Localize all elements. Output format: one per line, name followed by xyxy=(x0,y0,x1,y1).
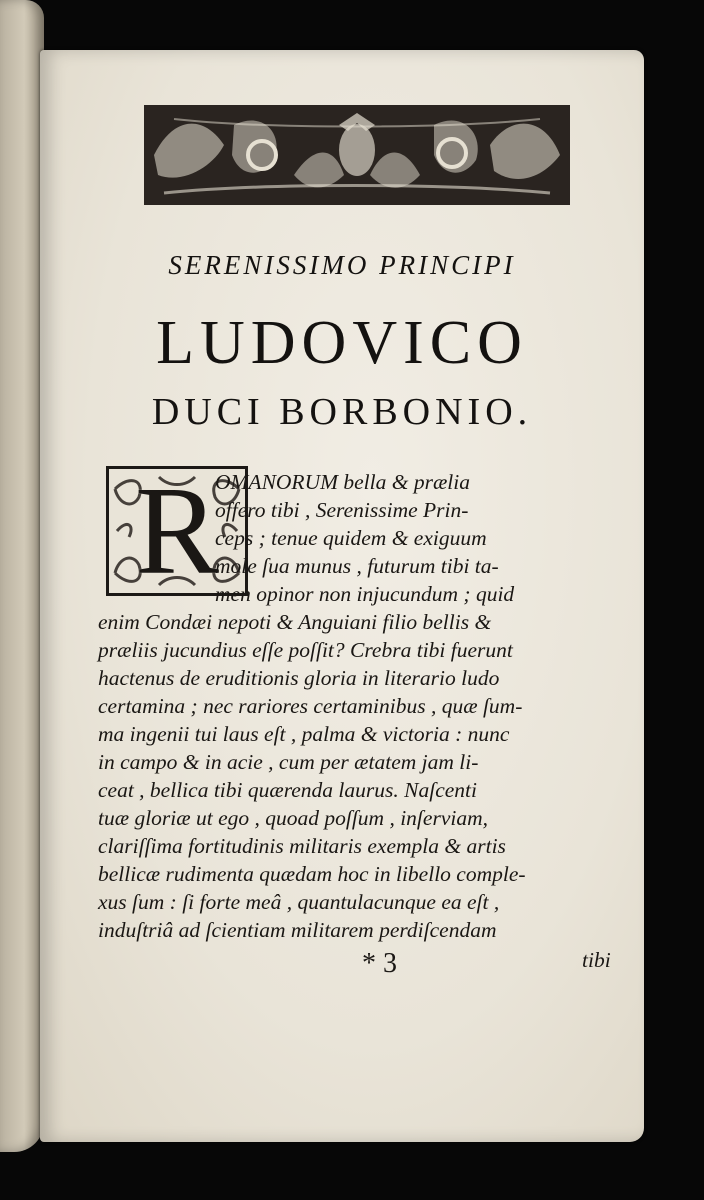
text-line: hactenus de eruditionis gloria in literario ludo xyxy=(98,666,500,690)
text-line: clariſſima fortitudinis militaris exempla & artis xyxy=(98,834,506,858)
text-line: enim Condæi nepoti & Anguiani filio bellis & xyxy=(98,610,492,634)
text-line: ceps ; tenue quidem & exiguum xyxy=(215,526,487,550)
signature-mark: * 3 xyxy=(362,948,397,979)
drop-cap-letter: R xyxy=(134,466,220,596)
text-line: mole ſua munus , futurum tibi ta- xyxy=(215,554,499,578)
text-line: ma ingenii tui laus eſt , palma & victoria : nunc xyxy=(98,722,510,746)
text-line: offero tibi , Serenissime Prin- xyxy=(215,498,469,522)
text-line: in campo & in acie , cum per ætatem jam li- xyxy=(98,750,479,774)
ornamental-headpiece xyxy=(144,105,570,205)
text-line: ceat , bellica tibi quærenda laurus. Naſcenti xyxy=(98,778,477,802)
dedication-line-1: SERENISSIMO PRINCIPI xyxy=(168,250,516,280)
adjacent-page-edge xyxy=(0,0,44,1152)
text-line: OMANORUM bella & prælia xyxy=(215,470,470,494)
text-line: xus ſum : ſi forte meâ , quantulacunque ea eſt , xyxy=(98,890,500,914)
text-line: induſtriâ ad ſcientiam militarem perdiſcendam xyxy=(98,918,497,942)
text-line: certamina ; nec rariores certaminibus , quæ ſum- xyxy=(98,694,523,718)
text-line: men opinor non injucundum ; quid xyxy=(215,582,515,606)
book-page xyxy=(40,50,644,1142)
dedication-title: DUCI BORBONIO. xyxy=(151,391,533,433)
catchword: tibi xyxy=(582,948,611,972)
dedication-name: LUDOVICO xyxy=(156,309,528,377)
text-line: tuæ gloriæ ut ego , quoad poſſum , inſerviam, xyxy=(98,806,488,830)
text-line: bellicæ rudimenta quædam hoc in libello comple- xyxy=(98,862,526,886)
text-line: præliis jucundius eſſe poſſit? Crebra tibi fuerunt xyxy=(98,638,513,662)
